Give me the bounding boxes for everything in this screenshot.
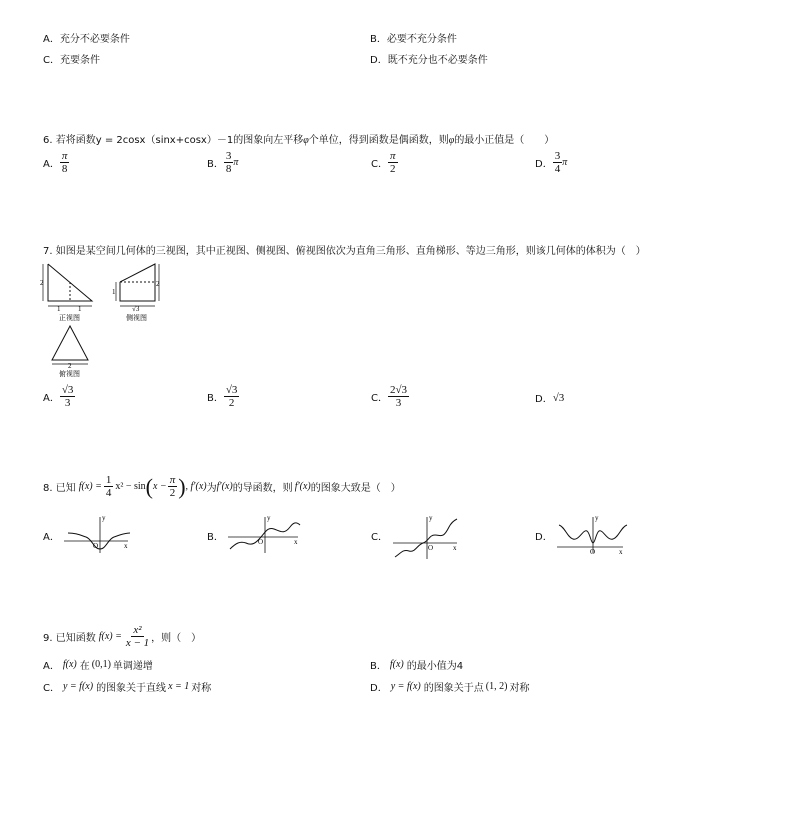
y-equals-fx: y = f(x) bbox=[390, 681, 421, 692]
curve bbox=[395, 519, 457, 557]
option-text-tail: 对称 bbox=[191, 683, 212, 694]
denominator: 8 bbox=[61, 163, 68, 175]
origin-label: O bbox=[590, 548, 596, 556]
option-label: A． bbox=[43, 159, 60, 170]
origin-label: O bbox=[258, 538, 264, 546]
q6-option-a bbox=[43, 150, 69, 175]
side-dim-1: 1 bbox=[112, 288, 116, 296]
numerator: √3 bbox=[61, 384, 74, 396]
q6-stem-part1: 6. 若将函数y = 2cosx（sinx+cosx）－1的图象向左平移 bbox=[43, 135, 304, 146]
q6-stem-part2: 个单位，得到函数是偶函数，则 bbox=[308, 135, 449, 146]
option-text-tail: 单调递增 bbox=[112, 661, 153, 672]
point: (1, 2) bbox=[485, 681, 508, 692]
pi-symbol: π bbox=[233, 157, 239, 168]
numerator: π bbox=[61, 150, 68, 162]
q8-option-a-label: A． bbox=[43, 532, 60, 543]
interval: (0,1) bbox=[91, 659, 111, 670]
q9-stem bbox=[43, 624, 201, 649]
numerator: x² bbox=[133, 624, 142, 636]
fraction bbox=[104, 474, 114, 499]
numerator: 3 bbox=[554, 150, 561, 162]
fraction bbox=[124, 624, 151, 649]
option-label: D． bbox=[535, 394, 553, 405]
f-of-x: f(x) = bbox=[98, 631, 122, 642]
numerator: √3 bbox=[225, 384, 238, 396]
y-label: y bbox=[595, 514, 599, 522]
option-label: A． bbox=[43, 661, 60, 672]
denominator: 4 bbox=[105, 487, 112, 499]
line-equation: x = 1 bbox=[168, 681, 190, 692]
x-label: x bbox=[294, 538, 298, 546]
option-text: 的图象关于点 bbox=[423, 683, 484, 694]
q9-stem-part2: ，则（ ） bbox=[151, 633, 202, 644]
q8-stem-part4: 的图象大致是（ ） bbox=[310, 483, 401, 494]
front-dim-1a: 1 bbox=[57, 305, 61, 313]
y-label: y bbox=[102, 514, 106, 522]
denominator: 8 bbox=[225, 163, 232, 175]
q6-option-c bbox=[371, 150, 398, 175]
option-label: C． bbox=[371, 393, 388, 404]
q8-option-d-label: D． bbox=[535, 532, 553, 543]
front-dim-2: 2 bbox=[40, 279, 44, 287]
f-of-x: f(x) bbox=[389, 659, 404, 670]
q9-option-c bbox=[43, 679, 211, 694]
front-dim-1b: 1 bbox=[78, 305, 82, 313]
numerator: π bbox=[389, 150, 396, 162]
top-view-caption: 俯视图 bbox=[59, 370, 80, 378]
q6-stem bbox=[43, 131, 554, 146]
y-equals-fx: y = f(x) bbox=[62, 681, 94, 692]
q8-graph-b bbox=[228, 513, 303, 555]
q8-stem-part2: 为 bbox=[206, 483, 217, 494]
fraction bbox=[388, 384, 409, 409]
q9-option-b bbox=[370, 657, 463, 672]
q9-option-d bbox=[370, 679, 529, 694]
x-label: x bbox=[453, 544, 457, 552]
option-label: B． bbox=[207, 159, 224, 170]
q7-option-b bbox=[207, 384, 239, 409]
right-paren: ) bbox=[178, 473, 186, 499]
q5-option-a: A．充分不必要条件 bbox=[43, 34, 130, 45]
q5-option-d: D．既不充分也不必要条件 bbox=[370, 55, 488, 66]
q5-option-c: C．充要条件 bbox=[43, 55, 100, 66]
option-text-tail: 对称 bbox=[509, 683, 530, 694]
f-of-x: f(x) = bbox=[78, 481, 102, 492]
x-label: x bbox=[619, 548, 623, 556]
q5-option-b: B．必要不充分条件 bbox=[370, 34, 457, 45]
q8-graph-a bbox=[64, 513, 134, 555]
q8-option-c-label: C． bbox=[371, 532, 388, 543]
q8-graph-c bbox=[393, 513, 463, 561]
numerator: π bbox=[169, 474, 176, 486]
option-label: D． bbox=[535, 159, 553, 170]
x-label: x bbox=[124, 542, 128, 550]
option-text: 的最小值为4 bbox=[406, 661, 464, 672]
q7-stem: 7. 如图是某空间几何体的三视图，其中正视图、侧视图、俯视图依次为直角三角形、直角梯形、等边三角形，则该几何体的体积为（ ） bbox=[43, 246, 646, 257]
denominator: 4 bbox=[554, 163, 561, 175]
q6-option-d bbox=[535, 150, 567, 175]
f-prime-3: f′(x) bbox=[294, 481, 311, 492]
numerator: 2√3 bbox=[389, 384, 408, 396]
option-label: C． bbox=[43, 683, 60, 694]
fraction bbox=[553, 150, 563, 175]
denominator: 2 bbox=[389, 163, 396, 175]
f-of-x: f(x) bbox=[62, 659, 77, 670]
numerator: 3 bbox=[225, 150, 232, 162]
side-dim-2: 2 bbox=[156, 280, 160, 288]
option-label: B． bbox=[207, 393, 224, 404]
left-paren: ( bbox=[145, 473, 153, 499]
side-dim-sqrt3: √3 bbox=[132, 305, 140, 313]
q9-stem-part1: 9. 已知函数 bbox=[43, 633, 96, 644]
pi-symbol: π bbox=[562, 157, 568, 168]
q6-phi-2: φ bbox=[448, 135, 455, 146]
origin-label: O bbox=[428, 544, 434, 552]
denominator: 3 bbox=[64, 397, 71, 409]
x-minus: x − bbox=[153, 481, 167, 492]
q6-phi: φ bbox=[303, 135, 309, 146]
y-label: y bbox=[267, 514, 271, 522]
denominator: x − 1 bbox=[125, 637, 150, 649]
numerator: 1 bbox=[105, 474, 112, 486]
front-view bbox=[43, 264, 92, 306]
q6-stem-part3: 的最小正值是（ ） bbox=[454, 135, 555, 146]
top-dim-2: 2 bbox=[68, 362, 72, 370]
y-label: y bbox=[429, 514, 433, 522]
f-prime-2: f′(x) bbox=[216, 481, 233, 492]
option-label: B． bbox=[370, 661, 387, 672]
q8-stem-part1: 8. 已知 bbox=[43, 483, 76, 494]
fraction bbox=[60, 384, 76, 409]
q8-stem bbox=[43, 474, 401, 499]
pi-fraction bbox=[168, 474, 178, 499]
fraction bbox=[388, 150, 398, 175]
option-text: 的图象关于直线 bbox=[96, 683, 167, 694]
q8-graph-d bbox=[557, 513, 629, 555]
sqrt3-value: √3 bbox=[552, 391, 565, 404]
three-view-figure bbox=[40, 258, 170, 388]
origin-label: O bbox=[93, 542, 99, 550]
option-label: C． bbox=[371, 159, 388, 170]
option-text: 在 bbox=[79, 661, 90, 672]
q9-option-a bbox=[43, 657, 153, 672]
q7-option-a bbox=[43, 384, 75, 409]
front-view-caption: 正视图 bbox=[59, 314, 80, 322]
denominator: 3 bbox=[395, 397, 402, 409]
fraction bbox=[224, 150, 234, 175]
q6-option-b bbox=[207, 150, 238, 175]
q7-option-d bbox=[535, 390, 564, 405]
denominator: 2 bbox=[169, 487, 176, 499]
option-label: A． bbox=[43, 393, 60, 404]
side-view-caption: 侧视图 bbox=[126, 314, 147, 322]
top-view bbox=[52, 326, 88, 364]
x-squared-minus-sin: x² − sin bbox=[115, 481, 146, 492]
q8-stem-part3: 的导函数，则 bbox=[232, 483, 293, 494]
q8-option-b-label: B． bbox=[207, 532, 224, 543]
q7-option-c bbox=[371, 384, 409, 409]
fraction bbox=[60, 150, 70, 175]
fraction bbox=[224, 384, 240, 409]
option-label: D． bbox=[370, 683, 388, 694]
side-view bbox=[116, 264, 159, 306]
denominator: 2 bbox=[228, 397, 235, 409]
f-prime: , f′(x) bbox=[185, 481, 207, 492]
